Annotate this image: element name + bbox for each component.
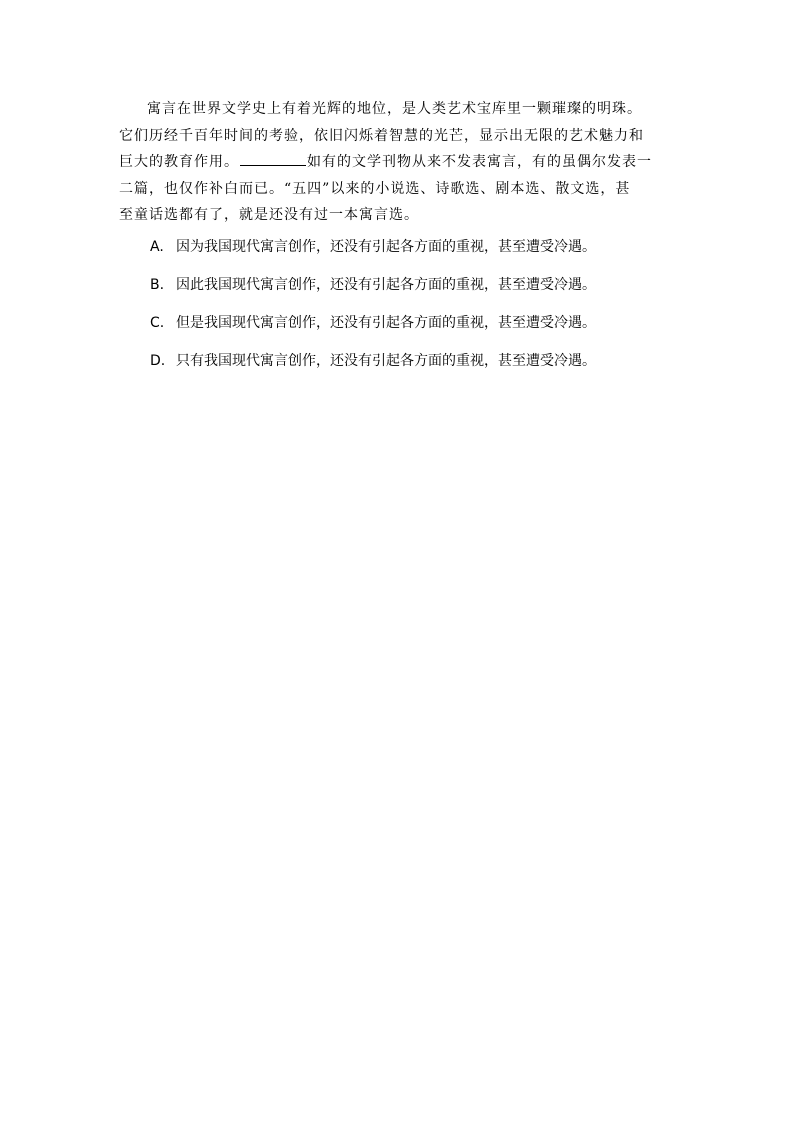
passage-line-3-after-blank: 如有的文学刊物从来不发表寓言，有的虽偶尔发表一 — [307, 154, 652, 170]
reading-passage — [119, 96, 689, 229]
option-d-letter: D. — [150, 353, 166, 369]
answer-options — [150, 234, 710, 386]
option-c-text: 但是我国现代寓言创作，还没有引起各方面的重视，甚至遭受冷遇。 — [176, 315, 596, 331]
passage-line-5: 至童话选都有了，就是还没有过一本寓言选。 — [119, 207, 419, 223]
option-c — [150, 310, 710, 348]
option-a-text: 因为我国现代寓言创作，还没有引起各方面的重视，甚至遭受冷遇。 — [176, 239, 596, 255]
passage-line-2: 它们历经千百年时间的考验，依旧闪烁着智慧的光芒，显示出无限的艺术魅力和 — [119, 127, 644, 144]
option-b-text: 因此我国现代寓言创作，还没有引起各方面的重视，甚至遭受冷遇。 — [176, 277, 596, 293]
option-b-letter: B. — [150, 277, 165, 293]
fill-in-blank — [240, 151, 306, 166]
passage-line-4: 二篇，也仅作补白而已。“五四”以来的小说选、诗歌选、剧本选、散文选，甚 — [119, 180, 631, 197]
passage-line-3-before-blank: 巨大的教育作用。 — [119, 154, 239, 170]
option-a — [150, 234, 710, 272]
passage-line-1: 寓言在世界文学史上有着光辉的地位，是人类艺术宝库里一颗璀璨的明珠。 — [147, 101, 642, 117]
option-d-text: 只有我国现代寓言创作，还没有引起各方面的重视，甚至遭受冷遇。 — [176, 353, 596, 369]
option-c-letter: C. — [150, 315, 165, 331]
option-b — [150, 272, 710, 310]
option-a-letter: A. — [150, 239, 164, 255]
option-d — [150, 348, 710, 386]
passage-line-3 — [119, 149, 689, 176]
